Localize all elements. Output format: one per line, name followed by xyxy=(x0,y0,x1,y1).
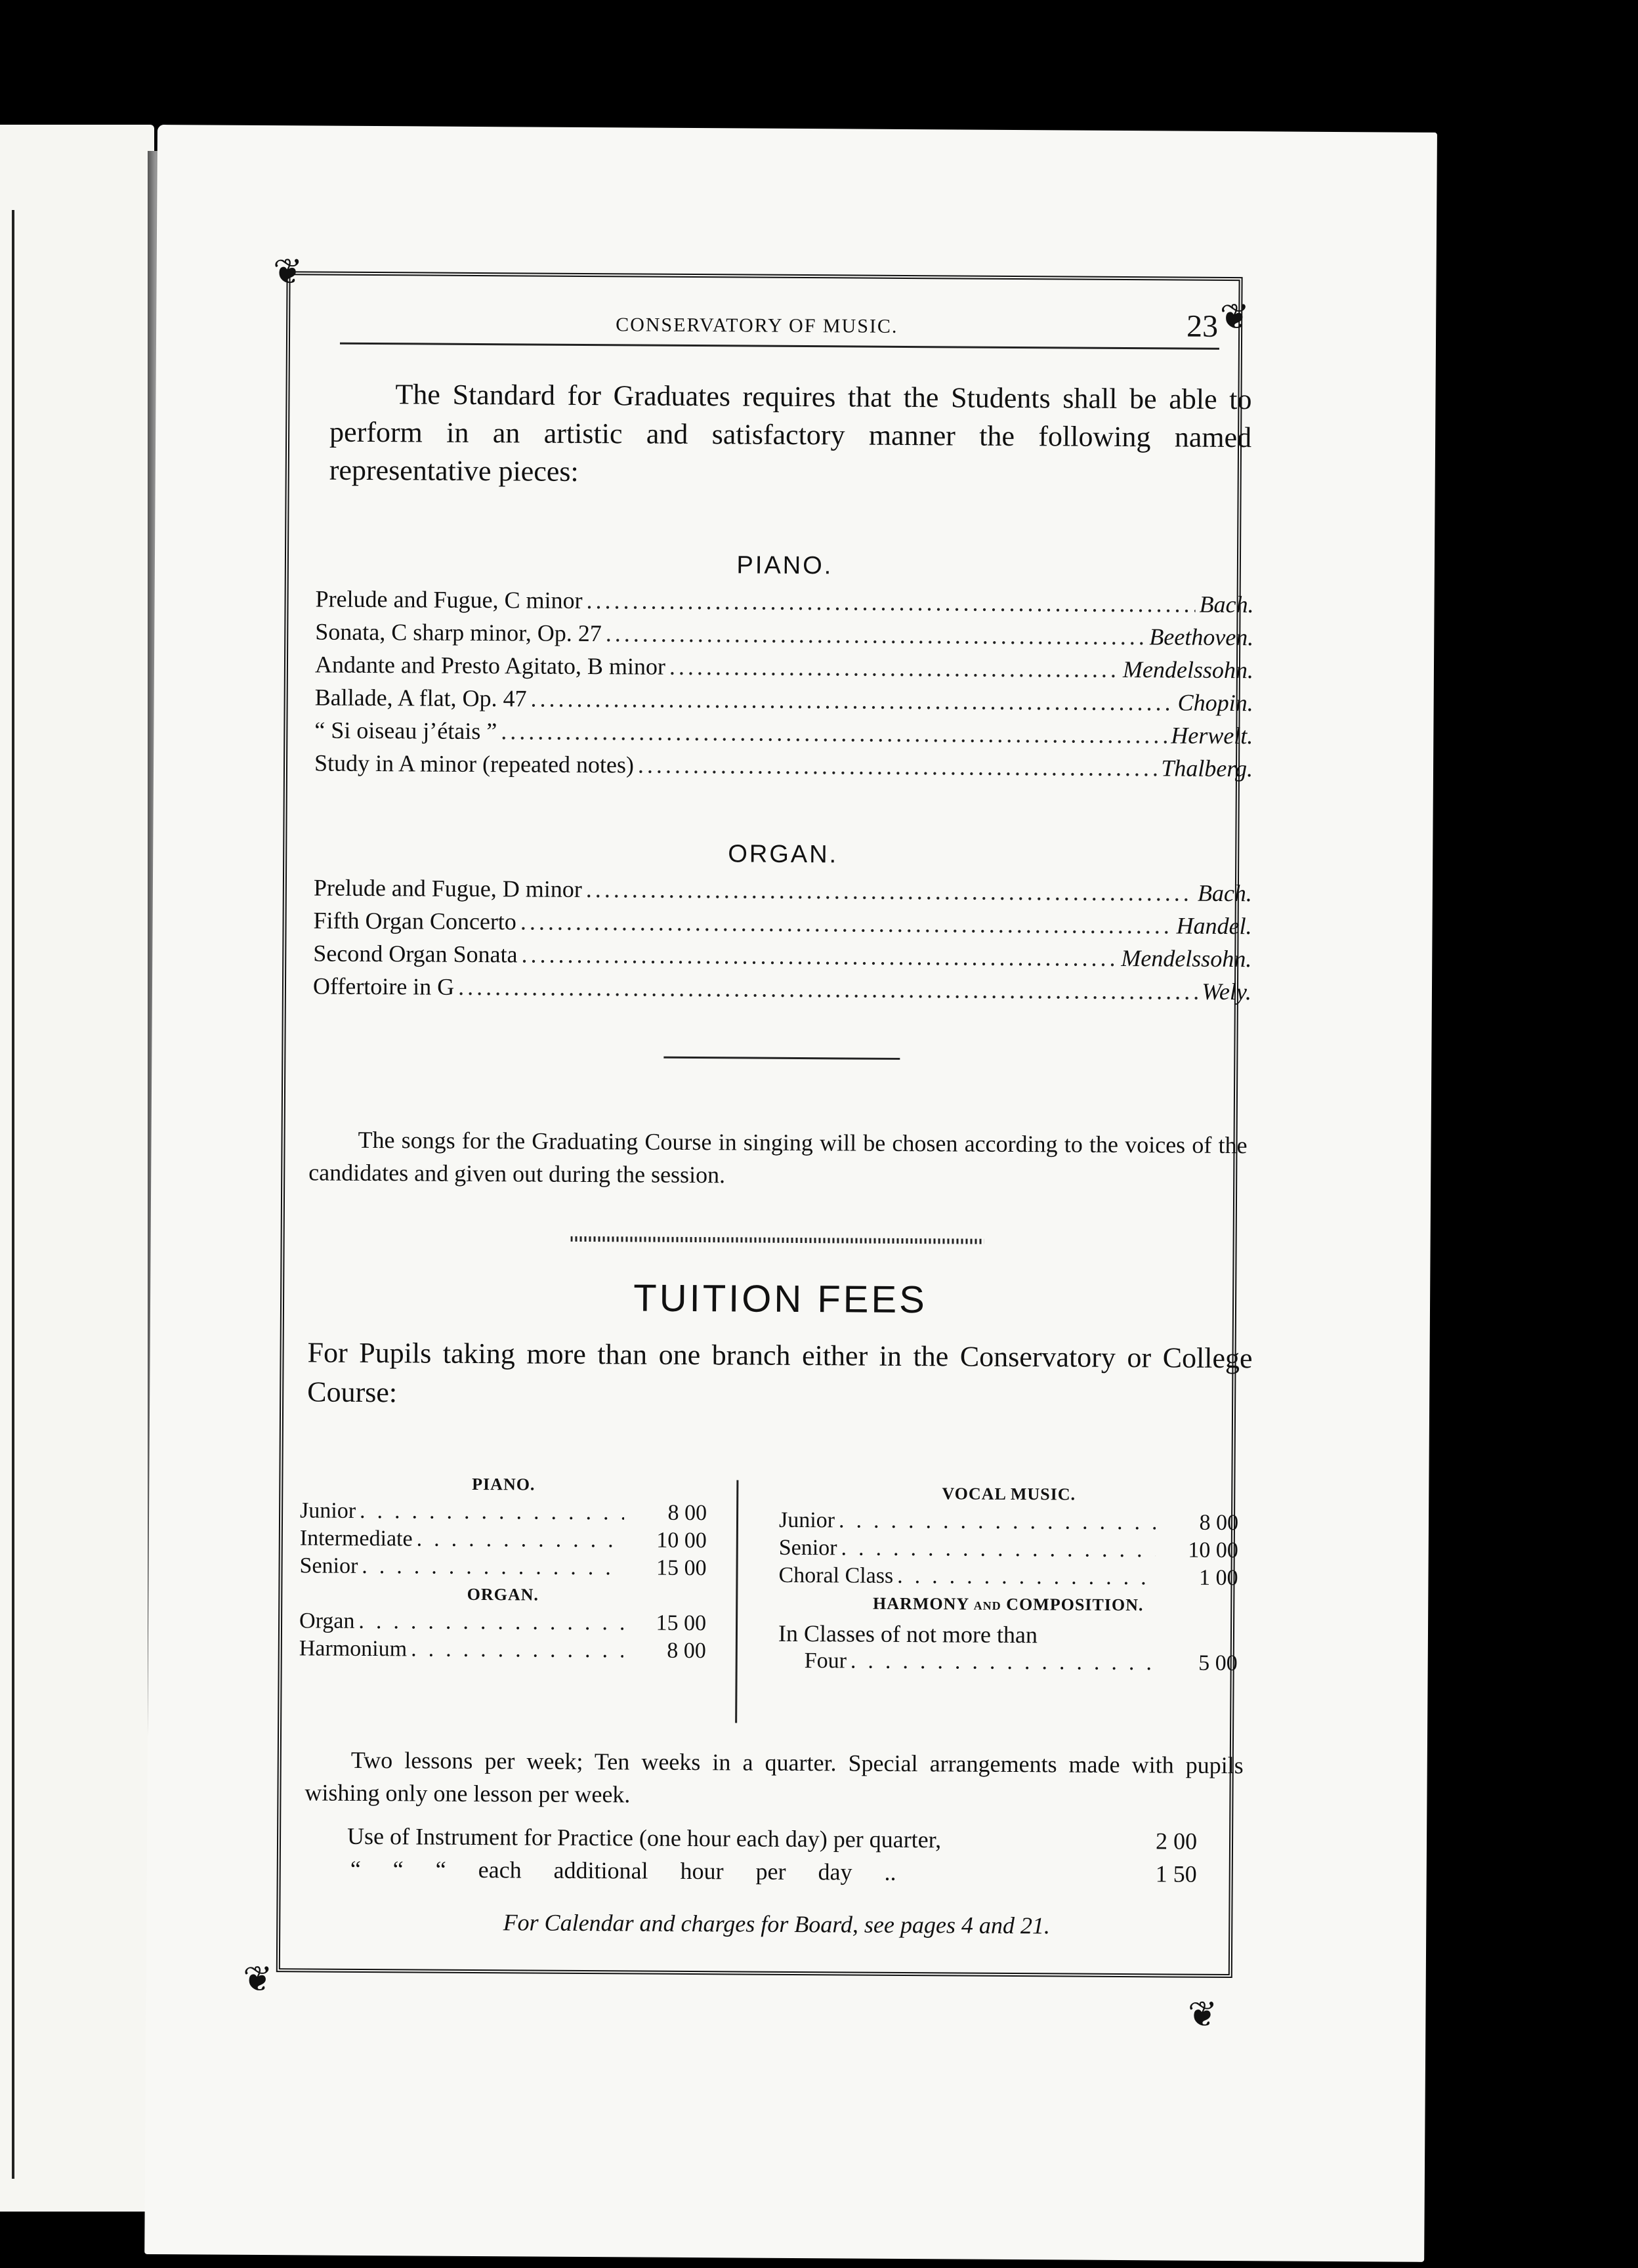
piece-title: “ Si oiseau j’étais ” xyxy=(314,717,497,745)
corner-ornament-icon: ❦ xyxy=(1187,1993,1218,2035)
fee-row xyxy=(299,1636,706,1666)
fee-table-right xyxy=(778,1480,1239,1679)
piece-title: Fifth Organ Concerto xyxy=(313,907,517,935)
fee-amount: 5 00 xyxy=(1198,1650,1238,1676)
composer-name: Chopin. xyxy=(1177,689,1253,717)
fee-table-left xyxy=(299,1471,707,1666)
composer-name: Bach. xyxy=(1197,879,1252,907)
composer-name: Wely. xyxy=(1202,978,1252,1005)
harmony-fee-heading: HARMONY and COMPOSITION. xyxy=(873,1593,1144,1615)
fee-row xyxy=(299,1608,706,1639)
composer-name: Beethoven. xyxy=(1149,623,1254,651)
tuition-fees-title: TUITION FEES xyxy=(633,1276,928,1322)
piece-title: Prelude and Fugue, D minor xyxy=(313,874,582,902)
corner-ornament-icon: ❦ xyxy=(272,251,303,293)
piece-title: Sonata, C sharp minor, Op. 27 xyxy=(315,618,602,647)
piano-repertoire-list xyxy=(314,585,1254,788)
list-item xyxy=(314,716,1253,755)
fee-label: Organ xyxy=(299,1608,355,1633)
fee-label: Senior xyxy=(299,1553,358,1578)
composer-name: Thalberg. xyxy=(1161,755,1253,782)
fee-amount: 8 00 xyxy=(667,1500,707,1526)
organ-repertoire-list xyxy=(313,873,1252,1011)
organ-fee-heading: ORGAN. xyxy=(467,1584,539,1605)
intro-paragraph: The Standard for Graduates requires that the Students shall be able to perform in an artistic and satisfactory manner the following named representative pieces: xyxy=(329,378,1252,488)
practice-fee-amount: 1 50 xyxy=(1155,1860,1197,1887)
left-facing-page xyxy=(0,125,154,2212)
piece-title: Study in A minor (repeated notes) xyxy=(314,749,635,778)
fee-row xyxy=(779,1508,1238,1538)
fee-label: Senior xyxy=(778,1535,837,1561)
fee-label: Intermediate xyxy=(299,1526,413,1551)
composer-name: Mendelssohn. xyxy=(1121,944,1252,973)
fee-row xyxy=(300,1498,707,1528)
piece-title: Ballade, A flat, Op. 47 xyxy=(314,684,527,712)
harmony-fee-description: In Classes of not more than xyxy=(778,1620,1038,1648)
corner-ornament-icon: ❦ xyxy=(242,1958,273,2000)
list-item xyxy=(313,906,1251,945)
fee-label: Junior xyxy=(778,1507,835,1533)
composer-name: Mendelssohn. xyxy=(1122,656,1254,684)
practice-fee-amount: 2 00 xyxy=(1155,1828,1198,1855)
list-item xyxy=(314,749,1253,788)
practice-fee-label: “ “ “ each additional hour per day .. xyxy=(350,1855,896,1885)
page-number: 23 xyxy=(1186,308,1219,344)
fee-amount: 8 00 xyxy=(667,1638,706,1664)
footer-note: For Calendar and charges for Board, see pages 4 and 21. xyxy=(503,1909,1051,1939)
list-item xyxy=(314,683,1253,722)
fee-row xyxy=(778,1563,1238,1593)
corner-ornament-icon: ❦ xyxy=(1219,295,1250,338)
fee-row xyxy=(778,1648,1238,1679)
piece-title: Andante and Presto Agitato, B minor xyxy=(314,651,666,680)
vocal-fee-heading: VOCAL MUSIC. xyxy=(942,1484,1076,1504)
piano-fee-heading: PIANO. xyxy=(472,1474,536,1494)
piece-title: Offertoire in G xyxy=(312,973,455,1000)
composer-name: Herwelt. xyxy=(1171,722,1253,749)
practice-fee-label: Use of Instrument for Practice (one hour each day) per quarter, xyxy=(346,1822,942,1853)
composer-name: Bach. xyxy=(1199,591,1254,618)
list-item xyxy=(315,618,1253,656)
piece-title: Second Organ Sonata xyxy=(313,940,518,968)
fee-row xyxy=(300,1526,707,1556)
tuition-intro: For Pupils taking more than one branch either in the Conservatory or College Course: xyxy=(307,1336,1253,1409)
list-item xyxy=(315,650,1253,689)
fee-label: Junior xyxy=(299,1498,356,1523)
fee-amount: 15 00 xyxy=(656,1555,707,1581)
fee-label: Choral Class xyxy=(778,1563,894,1588)
fee-row xyxy=(299,1553,706,1584)
fee-amount: 10 00 xyxy=(1188,1538,1238,1563)
left-page-border xyxy=(0,210,14,2179)
fee-amount: 8 00 xyxy=(1199,1510,1239,1536)
fee-amount: 15 00 xyxy=(656,1610,707,1636)
list-item xyxy=(315,585,1253,623)
list-item xyxy=(313,939,1251,978)
piece-title: Prelude and Fugue, C minor xyxy=(315,585,583,614)
running-head: CONSERVATORY OF MUSIC. xyxy=(616,314,898,337)
composer-name: Handel. xyxy=(1176,912,1252,940)
fee-label: Four xyxy=(804,1648,847,1673)
fee-row xyxy=(779,1536,1238,1566)
piano-section-title: PIANO. xyxy=(736,551,833,580)
lessons-note: Two lessons per week; Ten weeks in a quarter. Special arrangements made with pupils wishing only one lesson per week. xyxy=(304,1746,1244,1808)
fee-amount: 10 00 xyxy=(656,1528,707,1553)
list-item xyxy=(314,873,1252,912)
list-item xyxy=(313,972,1251,1011)
document-page xyxy=(144,125,1437,2262)
fee-amount: 1 00 xyxy=(1198,1565,1238,1591)
organ-section-title: ORGAN. xyxy=(728,840,839,869)
fee-label: Harmonium xyxy=(299,1636,408,1662)
songs-note: The songs for the Graduating Course in singing will be chosen according to the voices of the candidates and given out during the session. xyxy=(308,1126,1248,1188)
